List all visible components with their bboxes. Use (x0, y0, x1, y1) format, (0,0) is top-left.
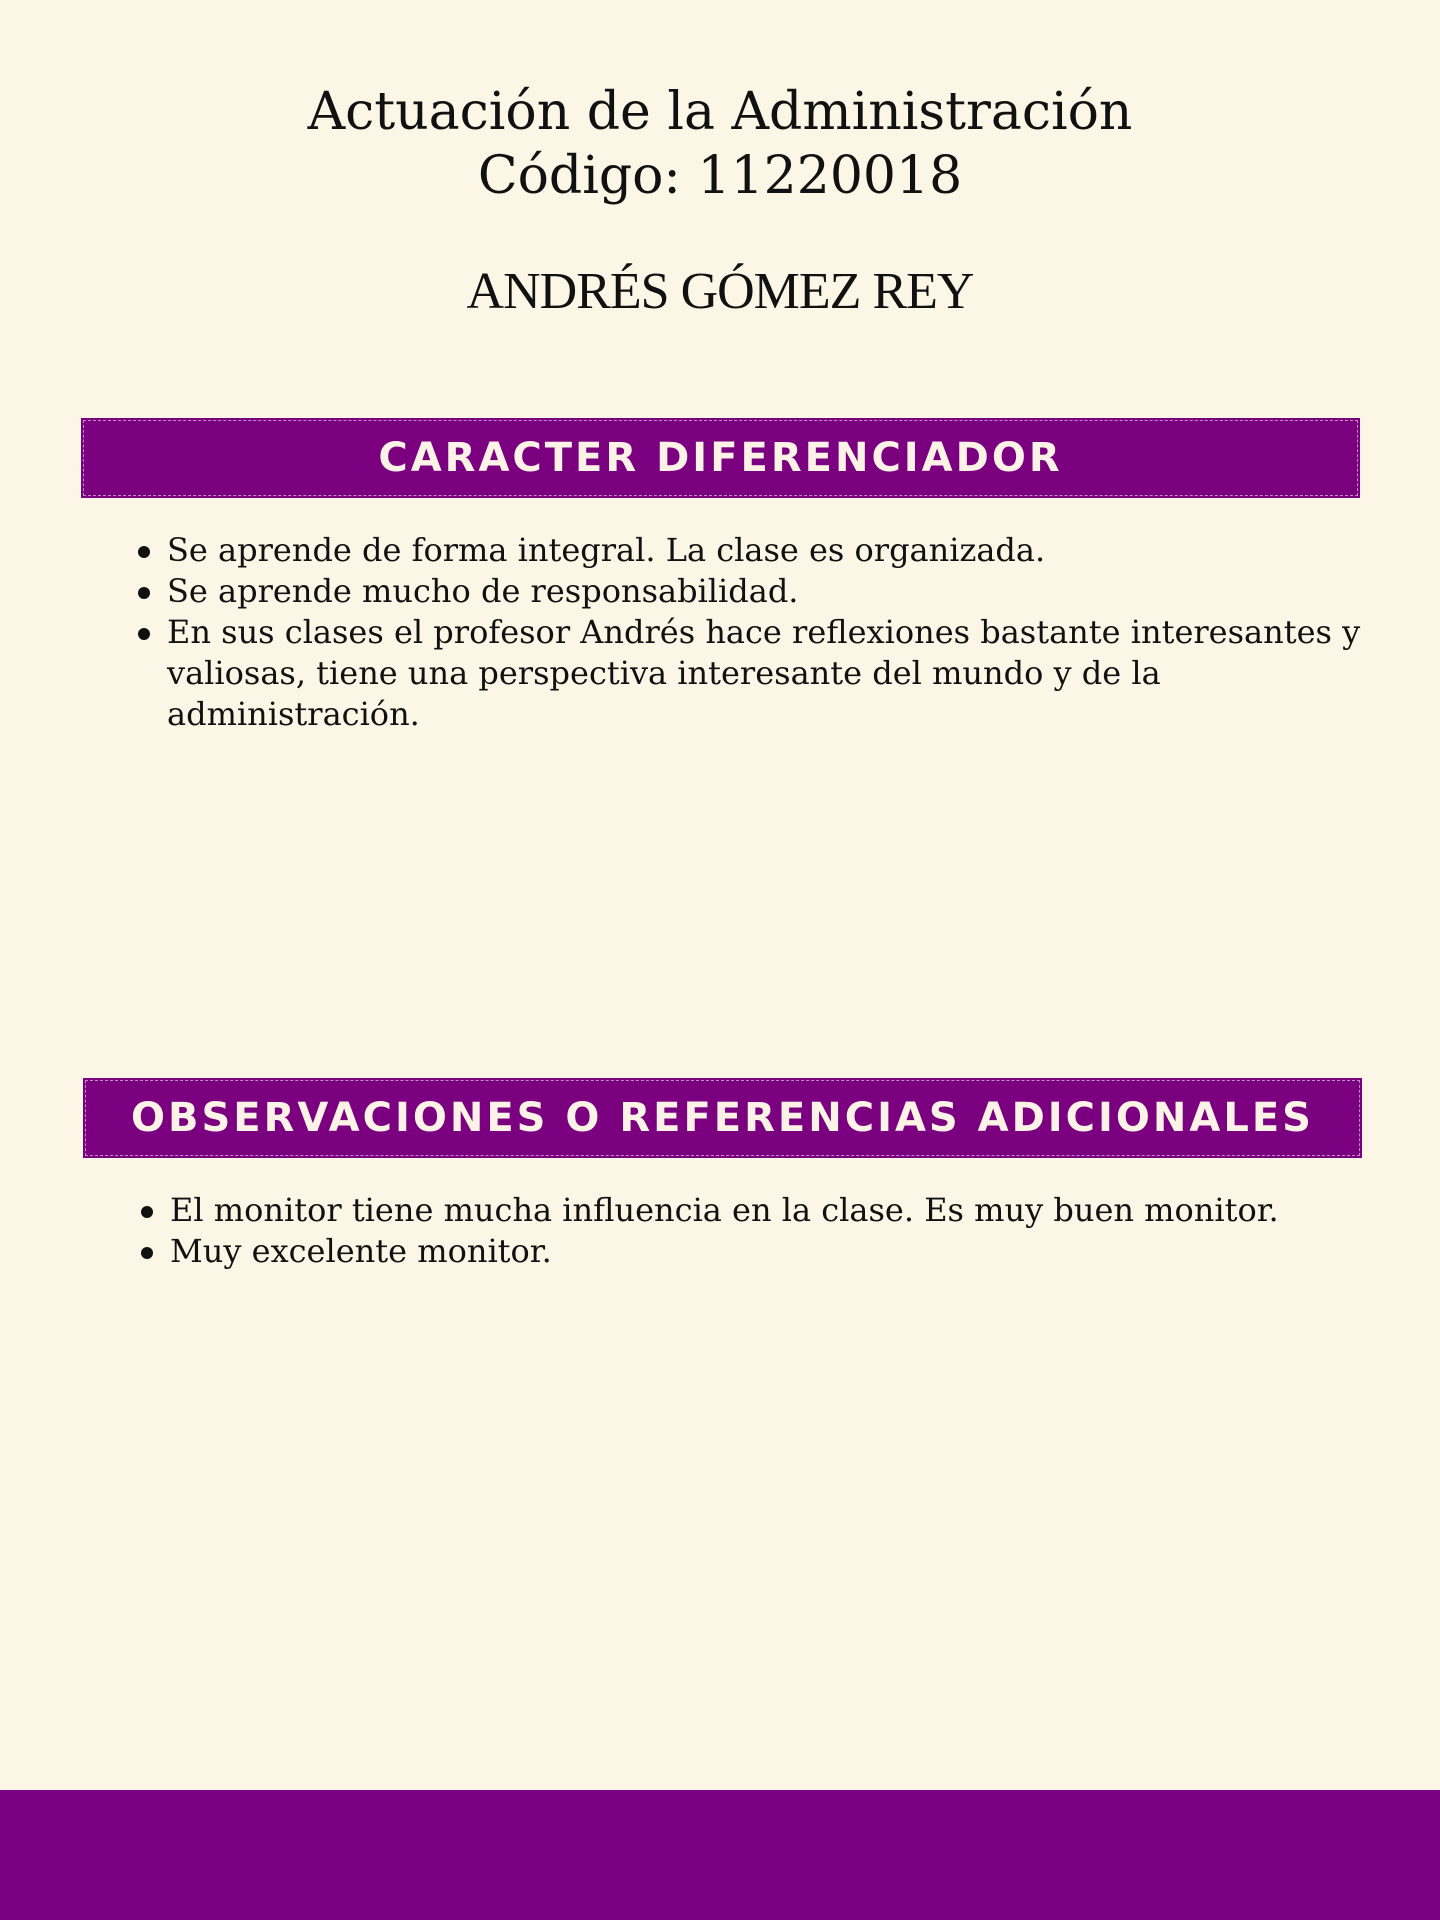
section-heading: OBSERVACIONES O REFERENCIAS ADICIONALES (131, 1095, 1314, 1141)
course-name: Actuación de la Administración (307, 82, 1133, 142)
list-item: Se aprende mucho de responsabilidad. (134, 571, 1374, 612)
section-banner-observaciones (83, 1078, 1362, 1158)
section-heading: CARACTER DIFERENCIADOR (378, 435, 1063, 481)
professor-name: ANDRÉS GÓMEZ REY (466, 263, 974, 320)
caracter-list (134, 530, 1374, 735)
footer-bar (0, 1790, 1440, 1920)
course-code: Código: 11220018 (477, 146, 963, 206)
document-title (0, 80, 1440, 208)
list-item: En sus clases el profesor Andrés hace reflexiones bastante interesantes y valiosas, tiene una perspectiva interesante del mundo y de la administración. (134, 612, 1374, 735)
observaciones-list (137, 1190, 1377, 1272)
section-banner-caracter (81, 418, 1360, 498)
list-item: El monitor tiene mucha influencia en la clase. Es muy buen monitor. (137, 1190, 1377, 1231)
list-item: Muy excelente monitor. (137, 1231, 1377, 1272)
list-item: Se aprende de forma integral. La clase es organizada. (134, 530, 1374, 571)
